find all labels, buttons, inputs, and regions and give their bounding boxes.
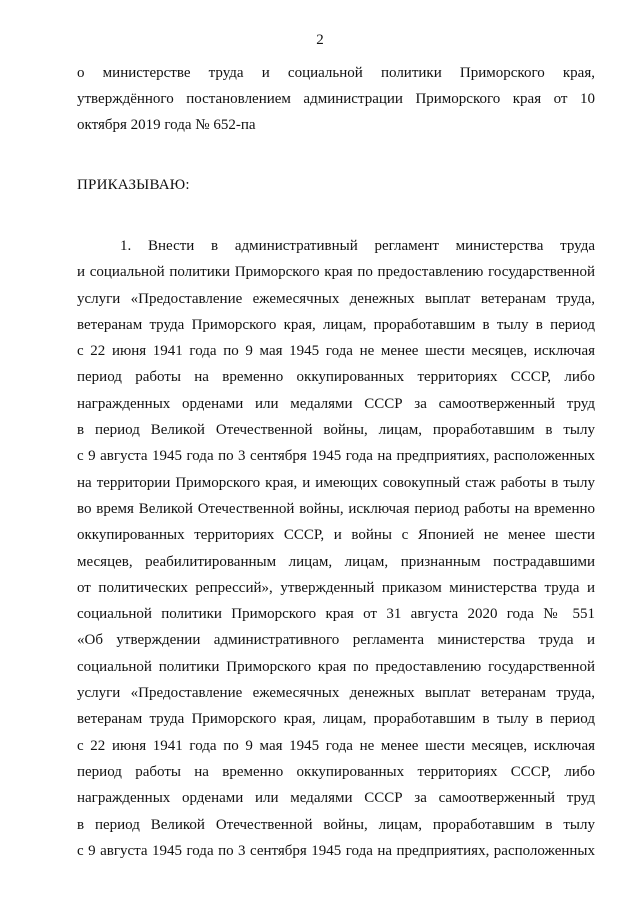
body-line: социальной политики Приморского края от 31 августа 2020 года № 551 <box>77 606 595 623</box>
body-line: с 22 июня 1941 года по 9 мая 1945 года не менее шести месяцев, исключая <box>77 343 595 360</box>
body-line: период работы на временно оккупированных территориях СССР, либо <box>77 369 595 386</box>
body-line: ветеранам труда Приморского края, лицам, проработавшим в тылу в период <box>77 316 595 333</box>
intro-paragraph <box>77 60 595 138</box>
intro-line: утверждённого постановлением администрации Приморского края от 10 <box>77 91 595 107</box>
body-line: «Об утверждении административного регламента министерства труда и <box>77 632 595 649</box>
order-heading: ПРИКАЗЫВАЮ: <box>77 177 190 193</box>
body-line: социальной политики Приморского края по предоставлению государственной <box>77 658 595 675</box>
body-line: награжденных орденами или медалями СССР за самоотверженный труд <box>77 395 595 412</box>
body-line: с 9 августа 1945 года по 3 сентября 1945 года на предприятиях, расположенных <box>77 448 595 465</box>
body-line: ветеранам труда Приморского края, лицам, проработавшим в тылу в период <box>77 711 595 728</box>
intro-line: о министерстве труда и социальной политики Приморского края, <box>77 65 595 81</box>
body-line: услуги «Предоставление ежемесячных денежных выплат ветеранам труда, <box>77 290 595 307</box>
body-line: оккупированных территориях СССР, и войны с Японией не менее шести <box>77 527 595 544</box>
body-line: на территории Приморского края, и имеющих совокупный стаж работы в тылу <box>77 474 595 491</box>
body-line: с 9 августа 1945 года по 3 сентября 1945 года на предприятиях, расположенных <box>77 842 595 859</box>
body-line: 1. Внести в административный регламент министерства труда <box>120 238 595 254</box>
body-line: в период Великой Отечественной войны, лицам, проработавшим в тылу <box>77 422 595 439</box>
body-line: месяцев, реабилитированным лицам, лицам, признанным пострадавшими <box>77 553 595 570</box>
body-line: период работы на временно оккупированных территориях СССР, либо <box>77 763 595 780</box>
body-line: от политических репрессий», утвержденный приказом министерства труда и <box>77 579 595 596</box>
body-line: в период Великой Отечественной войны, лицам, проработавшим в тылу <box>77 816 595 833</box>
intro-line: октября 2019 года № 652-па <box>77 117 256 133</box>
body-line: и социальной политики Приморского края по предоставлению государственной <box>77 264 595 281</box>
clause-1-paragraph <box>77 233 595 864</box>
body-line: во время Великой Отечественной войны, исключая период работы на временно <box>77 500 595 517</box>
page-number: 2 <box>316 32 324 48</box>
body-line: с 22 июня 1941 года по 9 мая 1945 года не менее шести месяцев, исключая <box>77 737 595 754</box>
body-line: услуги «Предоставление ежемесячных денежных выплат ветеранам труда, <box>77 685 595 702</box>
body-line: награжденных орденами или медалями СССР за самоотверженный труд <box>77 790 595 807</box>
